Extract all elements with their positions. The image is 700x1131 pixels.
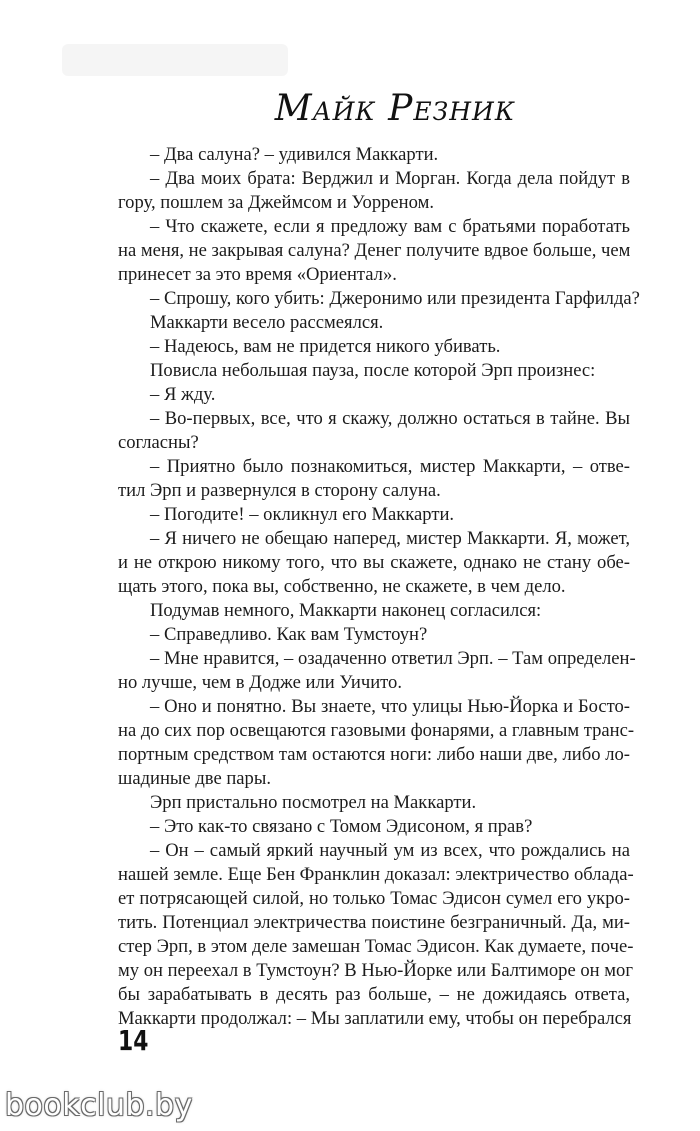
text-line: нашей земле. Еще Бен Франклин доказал: электричество облада-: [118, 864, 634, 885]
text-line: на до сих пор освещаются газовыми фонарями, а главным транс-: [118, 720, 635, 741]
text-line: – Я жду.: [150, 384, 216, 405]
text-line: согласны?: [118, 432, 199, 453]
text-line: – Надеюсь, вам не придется никого убивать.: [150, 336, 501, 357]
text-line: – Во-первых, все, что я скажу, должно остаться в тайне. Вы: [150, 408, 630, 429]
text-line: стер Эрп, в этом деле замешан Томас Эдисон. Как думаете, поче-: [118, 936, 634, 957]
text-line: – Два салуна? – удивился Маккарти.: [150, 144, 439, 165]
text-line: щать этого, пока вы, собственно, не скажете, в чем дело.: [118, 576, 566, 597]
body-text: [118, 143, 640, 1031]
text-line: Повисла небольшая пауза, после которой Эрп произнес:: [150, 360, 596, 381]
text-line: – Что скажете, если я предложу вам с братьями поработать: [150, 216, 630, 237]
text-line: бы зарабатывать в десять раз больше, – не дожидаясь ответа,: [118, 984, 630, 1005]
running-head-author: Майк Резник: [274, 88, 516, 129]
text-line: – Справедливо. Как вам Тумстоун?: [150, 624, 428, 645]
text-line: – Он – самый яркий научный ум из всех, что рождались на: [150, 840, 630, 861]
watermark-text: bookclub.by: [5, 1088, 193, 1123]
text-line: Подумав немного, Маккарти наконец согласился:: [150, 600, 542, 621]
text-line: – Оно и понятно. Вы знаете, что улицы Нью-Йорка и Босто-: [150, 696, 630, 717]
text-line: Маккарти весело рассмеялся.: [150, 312, 384, 333]
text-line: тил Эрп и развернулся в сторону салуна.: [118, 480, 441, 501]
text-line: Эрп пристально посмотрел на Маккарти.: [150, 792, 477, 813]
text-line: – Два моих брата: Верджил и Морган. Когда дела пойдут в: [150, 168, 630, 189]
text-line: ет потрясающей силой, но только Томас Эдисон сумел его укро-: [118, 888, 630, 909]
text-line: портным средством там остаются ноги: либо наши две, либо ло-: [118, 744, 630, 765]
text-line: шадиные две пары.: [118, 768, 271, 789]
text-line: Маккарти продолжал: – Мы заплатили ему, чтобы он перебрался: [118, 1008, 632, 1029]
text-line: принесет за это время «Ориентал».: [118, 264, 397, 285]
text-line: му он переехал в Тумстоун? В Нью-Йорке или Балтиморе он мог: [118, 960, 633, 981]
page-number: 14: [118, 1024, 149, 1057]
text-line: гору, пошлем за Джеймсом и Уорреном.: [118, 192, 434, 213]
text-line: – Это как-то связано с Томом Эдисоном, я прав?: [150, 816, 533, 837]
faint-watermark-logo: [60, 38, 290, 82]
text-line: на меня, не закрывая салуна? Денег получите вдвое больше, чем: [118, 240, 631, 261]
text-line: – Спрошу, кого убить: Джеронимо или президента Гарфилда?: [150, 288, 640, 309]
text-line: – Приятно было познакомиться, мистер Маккарти, – отве-: [150, 456, 630, 477]
text-line: – Погодите! – окликнул его Маккарти.: [150, 504, 455, 525]
text-line: и не открою никому того, что вы скажете, однако не стану обе-: [118, 552, 630, 573]
text-line: – Мне нравится, – озадаченно ответил Эрп. – Там определен-: [150, 648, 636, 669]
text-line: но лучше, чем в Додже или Уичито.: [118, 672, 402, 693]
text-line: – Я ничего не обещаю наперед, мистер Маккарти. Я, может,: [150, 528, 630, 549]
text-line: тить. Потенциал электричества поистине безграничный. Да, ми-: [118, 912, 630, 933]
